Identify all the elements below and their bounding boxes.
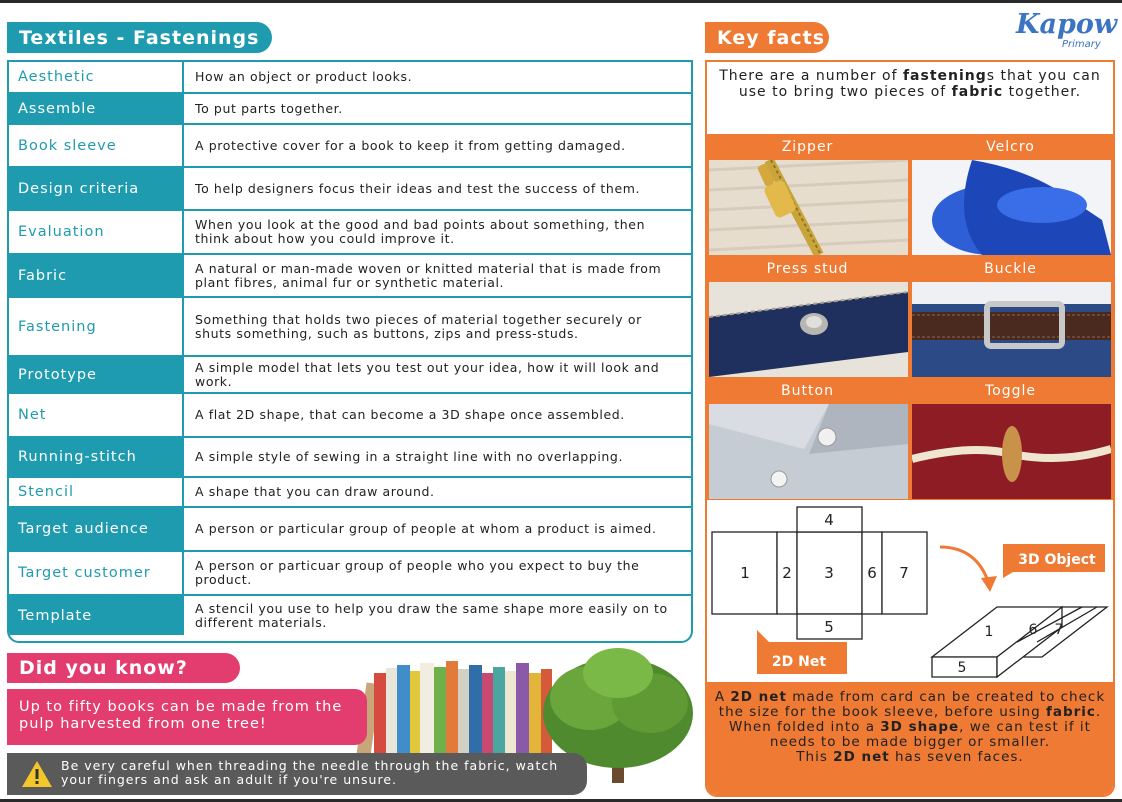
did-you-know-title: Did you know? — [7, 653, 240, 683]
fastening-caption: Button — [781, 383, 834, 399]
vocab-term: Net — [9, 394, 184, 436]
vocab-row — [9, 357, 691, 394]
vocab-row — [9, 298, 691, 357]
fastening-velcro — [910, 134, 1111, 256]
vocab-row — [9, 478, 691, 508]
vocab-term: Template — [9, 596, 184, 635]
vocab-row — [9, 125, 691, 168]
buckle-image — [912, 282, 1111, 377]
net-diagram — [707, 502, 1113, 682]
vocab-definition: When you look at the good and bad points about something, then think about how you could improve it. — [195, 217, 646, 246]
vocab-row — [9, 211, 691, 255]
svg-text:7: 7 — [899, 564, 909, 582]
vocab-row — [9, 168, 691, 211]
svg-text:4: 4 — [824, 511, 834, 529]
vocab-term: Running-stitch — [9, 438, 184, 476]
vocab-term: Design criteria — [9, 168, 184, 209]
vocab-term: Fastening — [9, 298, 184, 355]
fastening-caption: Velcro — [986, 139, 1035, 155]
vocab-term: Stencil — [9, 478, 184, 506]
vocab-definition: A person or particular group of people at whom a product is aimed. — [195, 521, 657, 536]
svg-text:5: 5 — [824, 618, 834, 636]
velcro-image — [912, 160, 1111, 255]
key-facts-panel — [705, 60, 1115, 797]
vocab-definition: A natural or man-made woven or knitted material that is made from plant fibres, animal fur or synthetic material. — [195, 260, 662, 290]
vocab-term: Evaluation — [9, 211, 184, 253]
svg-text:3D Object: 3D Object — [1018, 552, 1096, 568]
fastening-buckle — [910, 256, 1111, 378]
press-stud-image — [709, 282, 908, 377]
vocab-definition: A flat 2D shape, that can become a 3D shape once assembled. — [195, 407, 625, 422]
fastening-caption: Press stud — [766, 261, 849, 277]
kapow-logo — [1010, 9, 1118, 57]
fastenings-grid — [707, 134, 1113, 500]
vocab-row — [9, 62, 691, 94]
warning-text: Be very careful when threading the needle through the fabric, watch your fingers and ask an adult if you're unsure. — [61, 758, 559, 787]
vocab-definition: A protective cover for a book to keep it from getting damaged. — [195, 137, 626, 153]
warning-icon — [21, 759, 53, 792]
vocab-definition: To help designers focus their ideas and test the success of them. — [195, 180, 641, 196]
vocab-row — [9, 596, 691, 635]
vocabulary-table — [7, 60, 693, 643]
svg-text:1: 1 — [984, 624, 994, 640]
vocab-term: Target audience — [9, 508, 184, 550]
toggle-image — [912, 404, 1111, 499]
vocab-row — [9, 94, 691, 125]
fastening-button — [707, 378, 908, 500]
key-facts-title: Key facts — [705, 22, 829, 53]
svg-text:2D Net: 2D Net — [771, 654, 827, 670]
vocab-term: Target customer — [9, 552, 184, 594]
fastening-toggle — [910, 378, 1111, 500]
svg-text:2: 2 — [782, 564, 792, 582]
vocab-term: Aesthetic — [9, 62, 184, 92]
fastening-caption: Buckle — [984, 261, 1037, 277]
button-image — [709, 404, 908, 499]
page-title: Textiles - Fastenings — [7, 22, 272, 53]
vocab-term: Fabric — [9, 255, 184, 296]
fastening-caption: Toggle — [984, 383, 1036, 399]
did-you-know-fact: Up to fifty books can be made from the pulp harvested from one tree! — [7, 689, 367, 745]
fastening-caption: Zipper — [781, 139, 834, 155]
zipper-image — [709, 160, 908, 255]
vocab-term: Prototype — [9, 357, 184, 392]
vocab-definition: A simple model that lets you test out your idea, how it will look and work. — [195, 359, 660, 389]
key-facts-intro: There are a number of fastenings that you can use to bring two pieces of fabric together. — [719, 68, 1101, 100]
vocab-definition: A simple style of sewing in a straight line with no overlapping. — [195, 449, 624, 464]
vocab-definition: Something that holds two pieces of material together securely or shuts something, such as buttons, zips and press-studs. — [195, 311, 642, 341]
svg-text:7: 7 — [1054, 622, 1064, 638]
vocab-row — [9, 394, 691, 438]
vocab-term: Book sleeve — [9, 125, 184, 166]
safety-warning — [7, 753, 587, 795]
vocab-definition: A stencil you use to help you draw the same shape more easily on to different materials. — [195, 600, 668, 630]
svg-text:5: 5 — [957, 660, 967, 676]
logo-sub: Primary — [1062, 39, 1101, 50]
vocab-definition: A person or particuar group of people who you expect to buy the product. — [195, 558, 640, 587]
fastening-press-stud — [707, 256, 908, 378]
vocab-row — [9, 508, 691, 552]
fastening-zipper — [707, 134, 908, 256]
logo-name: Kapow — [1016, 9, 1118, 40]
net-explanation: A 2D net made from card can be created to check the size for the book sleeve, before using fabric. When folded into a 3D shape, we can test if it needs to be made bigger or smaller. This 2D net has seven faces. — [707, 682, 1113, 797]
vocab-row — [9, 255, 691, 298]
vocab-row — [9, 552, 691, 596]
svg-text:3: 3 — [824, 564, 834, 582]
vocab-term: Assemble — [9, 94, 184, 123]
svg-text:6: 6 — [867, 564, 877, 582]
svg-text:1: 1 — [740, 564, 750, 582]
vocab-definition: A shape that you can draw around. — [195, 484, 435, 499]
vocab-row — [9, 438, 691, 478]
vocab-definition: How an object or product looks. — [195, 69, 413, 84]
svg-text:6: 6 — [1028, 622, 1038, 638]
vocab-definition: To put parts together. — [195, 100, 343, 116]
